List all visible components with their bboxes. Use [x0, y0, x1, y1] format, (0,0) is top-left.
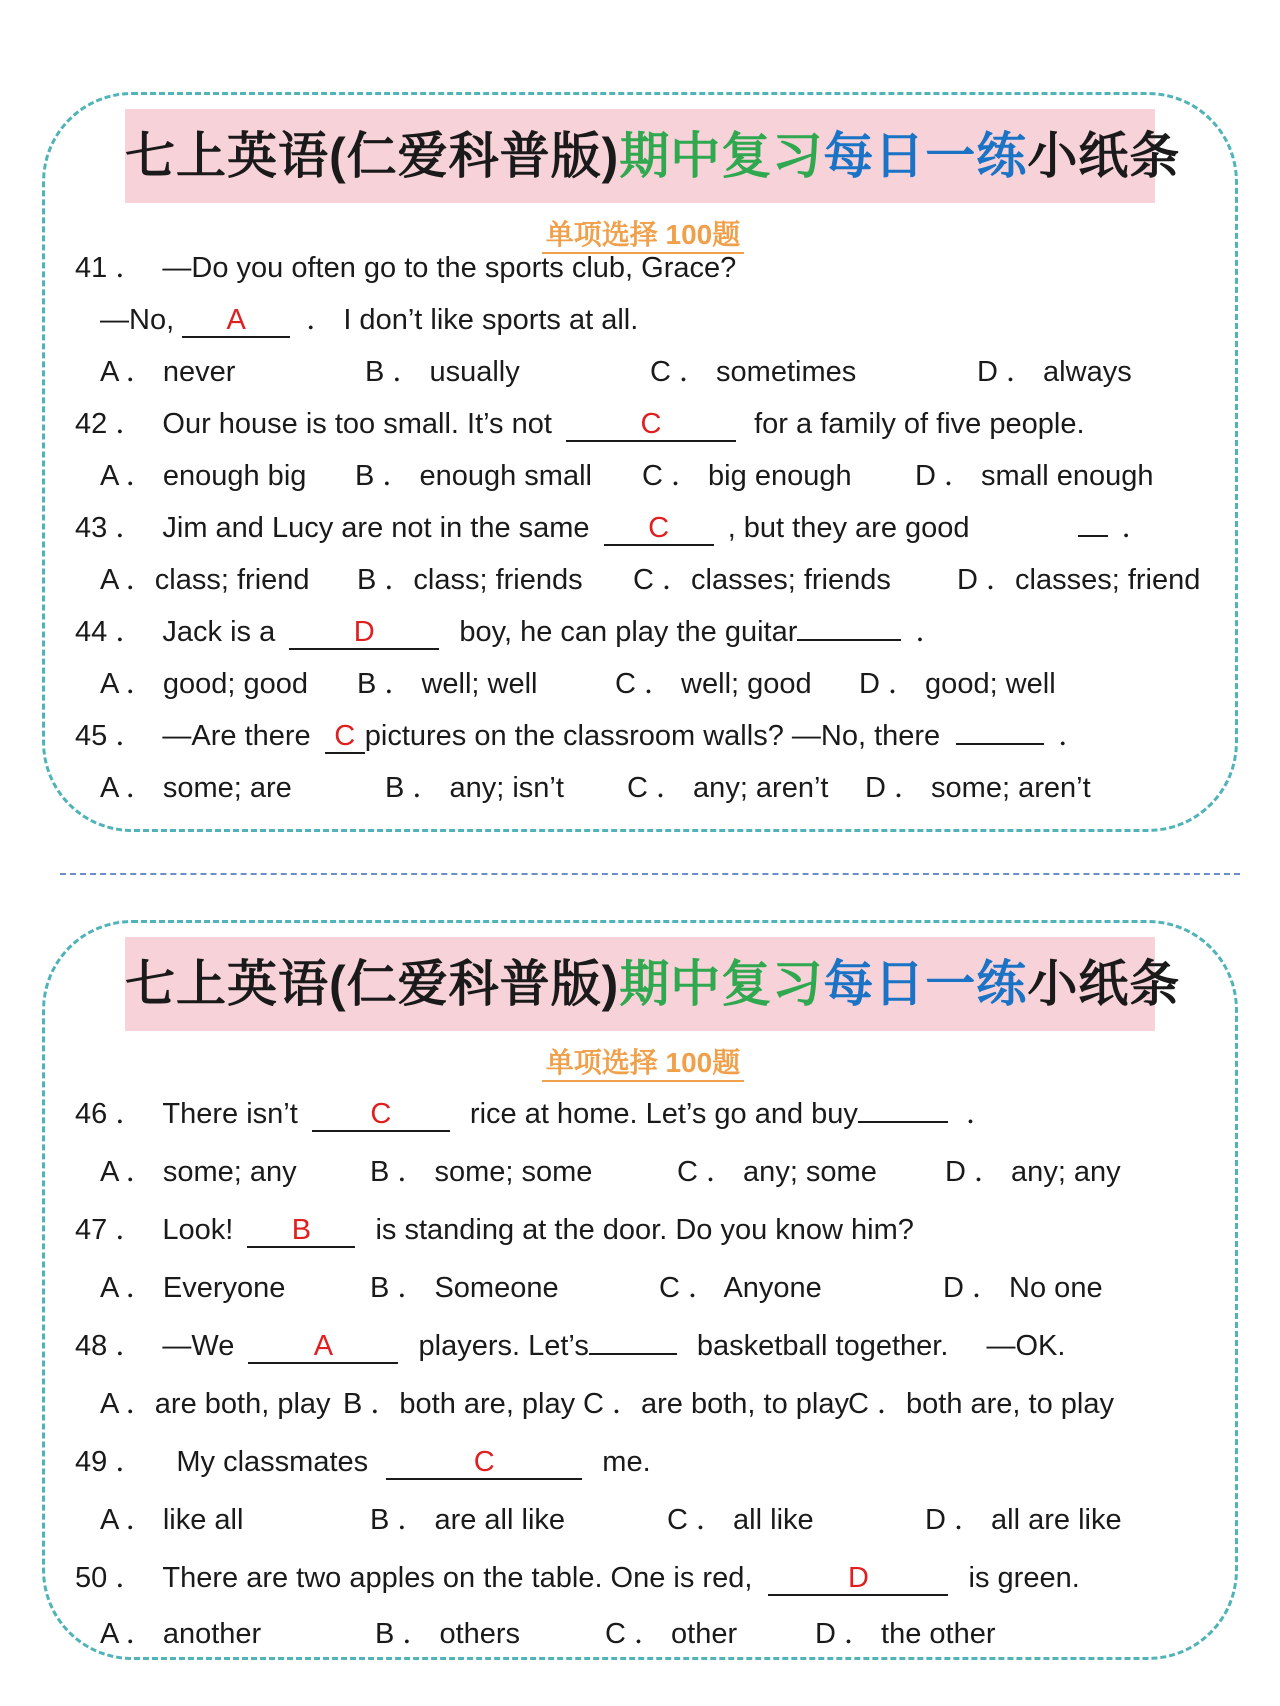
question-46	[75, 1091, 995, 1132]
option-a: A ． enough big	[100, 460, 307, 492]
answer-blank: D	[289, 616, 439, 650]
answer-blank: B	[247, 1214, 355, 1248]
title-part-4: 小纸条	[1027, 128, 1181, 184]
question-stem: ．	[1058, 720, 1088, 752]
option-a: A ．class; friend	[100, 564, 310, 596]
question-number: 50 ．	[75, 1562, 145, 1594]
option-c-2: C ．both are, to play	[848, 1388, 1114, 1420]
option-d: D ． any; any	[945, 1156, 1121, 1188]
question-stem: —Are there	[162, 720, 311, 752]
question-number: 47 ．	[75, 1214, 145, 1246]
option-d: D ． small enough	[915, 460, 1154, 492]
option-d: D ．classes; friend	[957, 564, 1201, 596]
option-b: B ． any; isn’t	[385, 772, 564, 804]
question-stem: —We	[162, 1330, 235, 1362]
option-b: B ． well; well	[357, 668, 538, 700]
question-stem: basketball together.	[696, 1330, 949, 1362]
card-title	[125, 937, 1181, 1031]
title-part-1: 七上英语(仁爱科普版)	[125, 128, 620, 184]
option-b: B ． enough small	[355, 460, 592, 492]
option-c: C ． well; good	[615, 668, 812, 700]
option-a: A ． Everyone	[100, 1272, 286, 1304]
option-b: B ．both are, play	[343, 1388, 576, 1420]
question-stem: Our house is too small. It’s not	[162, 408, 552, 440]
option-d: D ． No one	[943, 1272, 1103, 1304]
question-41-line-2	[100, 297, 638, 338]
question-number: 42 ．	[75, 408, 145, 440]
question-stem: is standing at the door. Do you know him?	[375, 1214, 914, 1246]
question-48	[75, 1323, 1065, 1364]
question-stem: ．	[1121, 512, 1151, 544]
question-stem: Jim and Lucy are not in the same	[162, 512, 590, 544]
question-stem: for a family of five people.	[754, 408, 1085, 440]
answer-blank: A	[182, 304, 290, 338]
card-subtitle	[45, 1041, 1241, 1081]
option-a: A ．are both, play	[100, 1388, 331, 1420]
question-number: 45 ．	[75, 720, 145, 752]
question-stem: —Do you often go to the sports club, Grace?	[162, 252, 737, 284]
option-c: C ． sometimes	[650, 356, 857, 388]
question-number: 46 ．	[75, 1098, 145, 1130]
question-stem: boy, he can play the guitar	[459, 616, 798, 648]
title-part-3: 每日一练	[823, 956, 1028, 1012]
question-stem: pictures on the classroom walls? —No, there	[364, 720, 941, 752]
question-stem: ． I don’t like sports at all.	[306, 304, 639, 336]
question-stem: me.	[602, 1446, 651, 1478]
option-b: B ． usually	[365, 356, 520, 388]
answer-blank-empty	[858, 1121, 948, 1123]
card-title	[125, 109, 1181, 203]
option-c: C ．are both, to play	[583, 1388, 849, 1420]
question-stem: —No,	[100, 304, 175, 336]
question-47	[75, 1207, 914, 1248]
question-number: 44 ．	[75, 616, 145, 648]
title-part-4: 小纸条	[1027, 956, 1181, 1012]
option-c: C ． any; some	[677, 1156, 877, 1188]
title-part-2: 期中复习	[619, 956, 824, 1012]
question-stem: Look!	[162, 1214, 234, 1246]
worksheet-card-2	[42, 920, 1238, 1660]
question-stem: My classmates	[176, 1446, 369, 1478]
option-a: A ． another	[100, 1618, 262, 1650]
option-c: C ．classes; friends	[633, 564, 891, 596]
option-d: D ． good; well	[859, 668, 1056, 700]
answer-blank: C	[604, 512, 714, 546]
question-stem: There isn’t	[162, 1098, 298, 1130]
question-44	[75, 609, 944, 650]
question-stem: ．	[915, 616, 945, 648]
question-number: 43 ．	[75, 512, 145, 544]
option-c: C ． any; aren’t	[627, 772, 829, 804]
title-part-1: 七上英语(仁爱科普版)	[125, 956, 620, 1012]
answer-blank: C	[566, 408, 736, 442]
option-c: C ． Anyone	[659, 1272, 822, 1304]
option-a: A ． some; any	[100, 1156, 297, 1188]
question-stem: , but they are good	[727, 512, 970, 544]
option-b: B ． Someone	[370, 1272, 559, 1304]
question-stem: players. Let’s	[418, 1330, 589, 1362]
option-b: B ． others	[375, 1618, 521, 1650]
option-a: A ． some; are	[100, 772, 292, 804]
question-stem: rice at home. Let’s go and buy	[469, 1098, 858, 1130]
question-number: 49 ．	[75, 1446, 145, 1478]
answer-blank: C	[386, 1446, 582, 1480]
option-d: D ． always	[977, 356, 1132, 388]
option-c: C ． big enough	[642, 460, 852, 492]
answer-blank: C	[325, 720, 365, 754]
subtitle-text: 单项选择 100题	[542, 219, 745, 254]
option-d: D ． some; aren’t	[865, 772, 1091, 804]
question-stem: ．	[965, 1098, 995, 1130]
option-c: C ． all like	[667, 1504, 814, 1536]
question-42	[75, 401, 1085, 442]
worksheet-card-1	[42, 92, 1238, 832]
question-49	[75, 1439, 651, 1480]
answer-blank-empty	[589, 1353, 677, 1355]
answer-blank-empty	[956, 743, 1044, 745]
option-c: C ． other	[605, 1618, 738, 1650]
option-b: B ． are all like	[370, 1504, 566, 1536]
dashed-separator	[60, 873, 1240, 875]
answer-blank: C	[312, 1098, 450, 1132]
option-a: A ． good; good	[100, 668, 308, 700]
title-part-2: 期中复习	[619, 128, 824, 184]
option-b: B ． some; some	[370, 1156, 593, 1188]
subtitle-text: 单项选择 100题	[542, 1047, 745, 1082]
question-stem: is green.	[968, 1562, 1080, 1594]
answer-blank-empty	[1078, 535, 1108, 537]
option-b: B ．class; friends	[357, 564, 583, 596]
question-41	[75, 245, 736, 286]
question-stem: —OK.	[986, 1330, 1066, 1362]
answer-blank: A	[248, 1330, 398, 1364]
answer-blank: D	[768, 1562, 948, 1596]
question-number: 41 ．	[75, 252, 145, 284]
title-part-3: 每日一练	[823, 128, 1028, 184]
option-d: D ． all are like	[925, 1504, 1122, 1536]
option-a: A ． like all	[100, 1504, 244, 1536]
answer-blank-empty	[797, 639, 901, 641]
option-a: A ． never	[100, 356, 236, 388]
question-45	[75, 713, 1087, 754]
question-number: 48 ．	[75, 1330, 145, 1362]
question-stem: Jack is a	[162, 616, 276, 648]
option-d: D ． the other	[815, 1618, 996, 1650]
question-43	[75, 505, 1151, 546]
question-50	[75, 1555, 1080, 1596]
question-stem: There are two apples on the table. One is red,	[162, 1562, 753, 1594]
